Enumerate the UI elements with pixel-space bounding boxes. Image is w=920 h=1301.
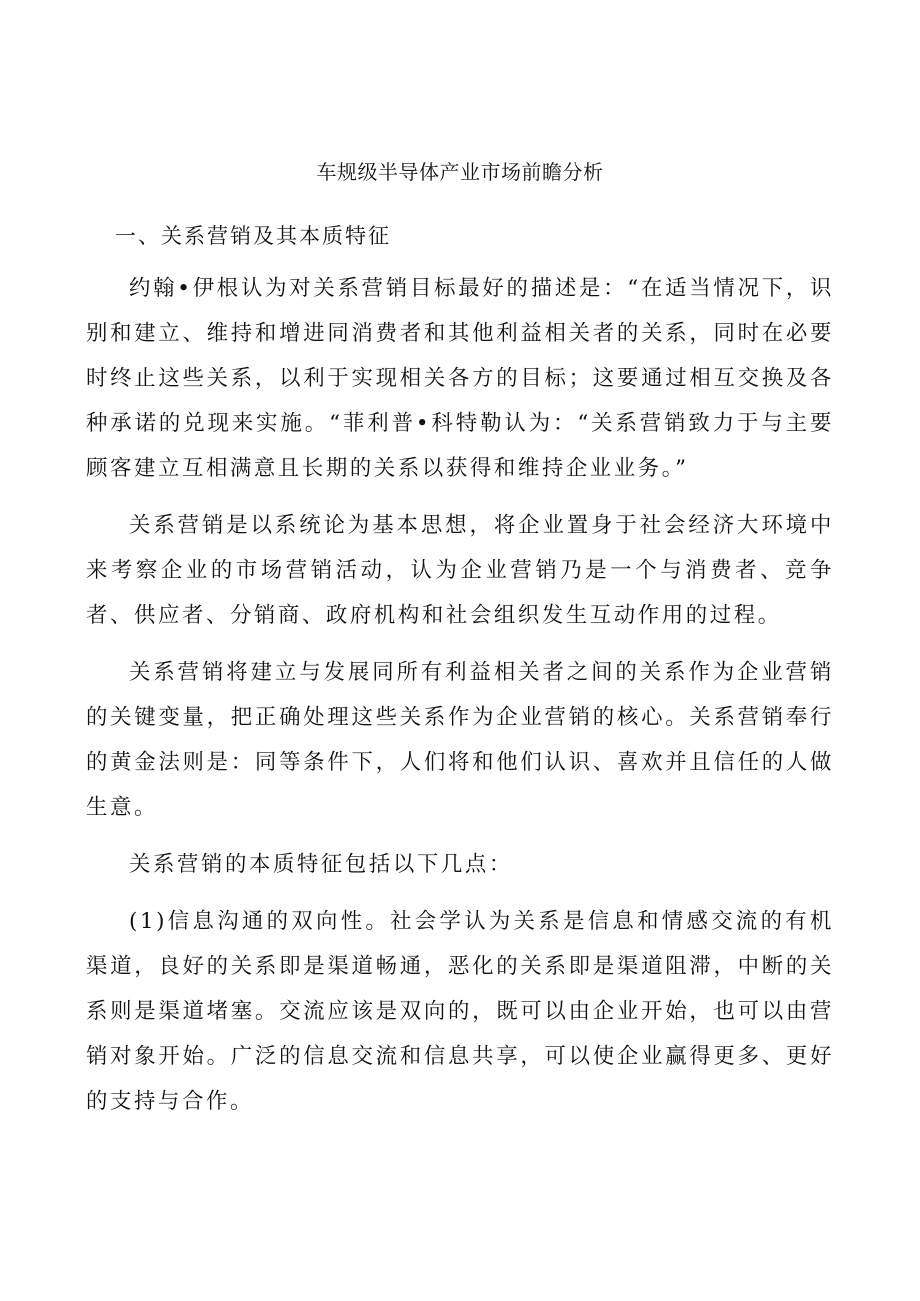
- paragraph-golden-rule: 关系营销将建立与发展同所有利益相关者之间的关系作为企业营销的关键变量，把正确处理这些关系作为企业营销的核心。关系营销奉行的黄金法则是：同等条件下，人们将和他们认识、喜欢并且信任的人做生意。: [86, 660, 834, 820]
- paragraph-features-intro: 关系营销的本质特征包括以下几点：: [129, 852, 513, 877]
- paragraph-system-theory: 关系营销是以系统论为基本思想，将企业置身于社会经济大环境中来考察企业的市场营销活动，认为企业营销乃是一个与消费者、竞争者、供应者、分销商、政府机构和社会组织发生互动作用的过程。: [86, 513, 834, 628]
- paragraph-feature-1: (1)信息沟通的双向性。社会学认为关系是信息和情感交流的有机渠道，良好的关系即是渠道畅通，恶化的关系即是渠道阻滞，中断的关系则是渠道堵塞。交流应该是双向的，既可以由企业开始，也可以由营销对象开始。广泛的信息交流和信息共享，可以使企业赢得更多、更好的支持与合作。: [86, 909, 834, 1114]
- document-title: 车规级半导体产业市场前瞻分析: [316, 160, 604, 184]
- paragraph-definition: 约翰•伊根认为对关系营销目标最好的描述是：“在适当情况下，识别和建立、维持和增进同消费者和其他利益相关者的关系，同时在必要时终止这些关系，以利于实现相关各方的目标；这要通过相互交换及各种承诺的兑现来实施。“菲利普•科特勒认为：“关系营销致力于与主要顾客建立互相满意且长期的关系以获得和维持企业业务。”: [86, 276, 834, 481]
- document-body: [86, 266, 834, 1124]
- section-heading: 一、关系营销及其本质特征: [115, 224, 391, 248]
